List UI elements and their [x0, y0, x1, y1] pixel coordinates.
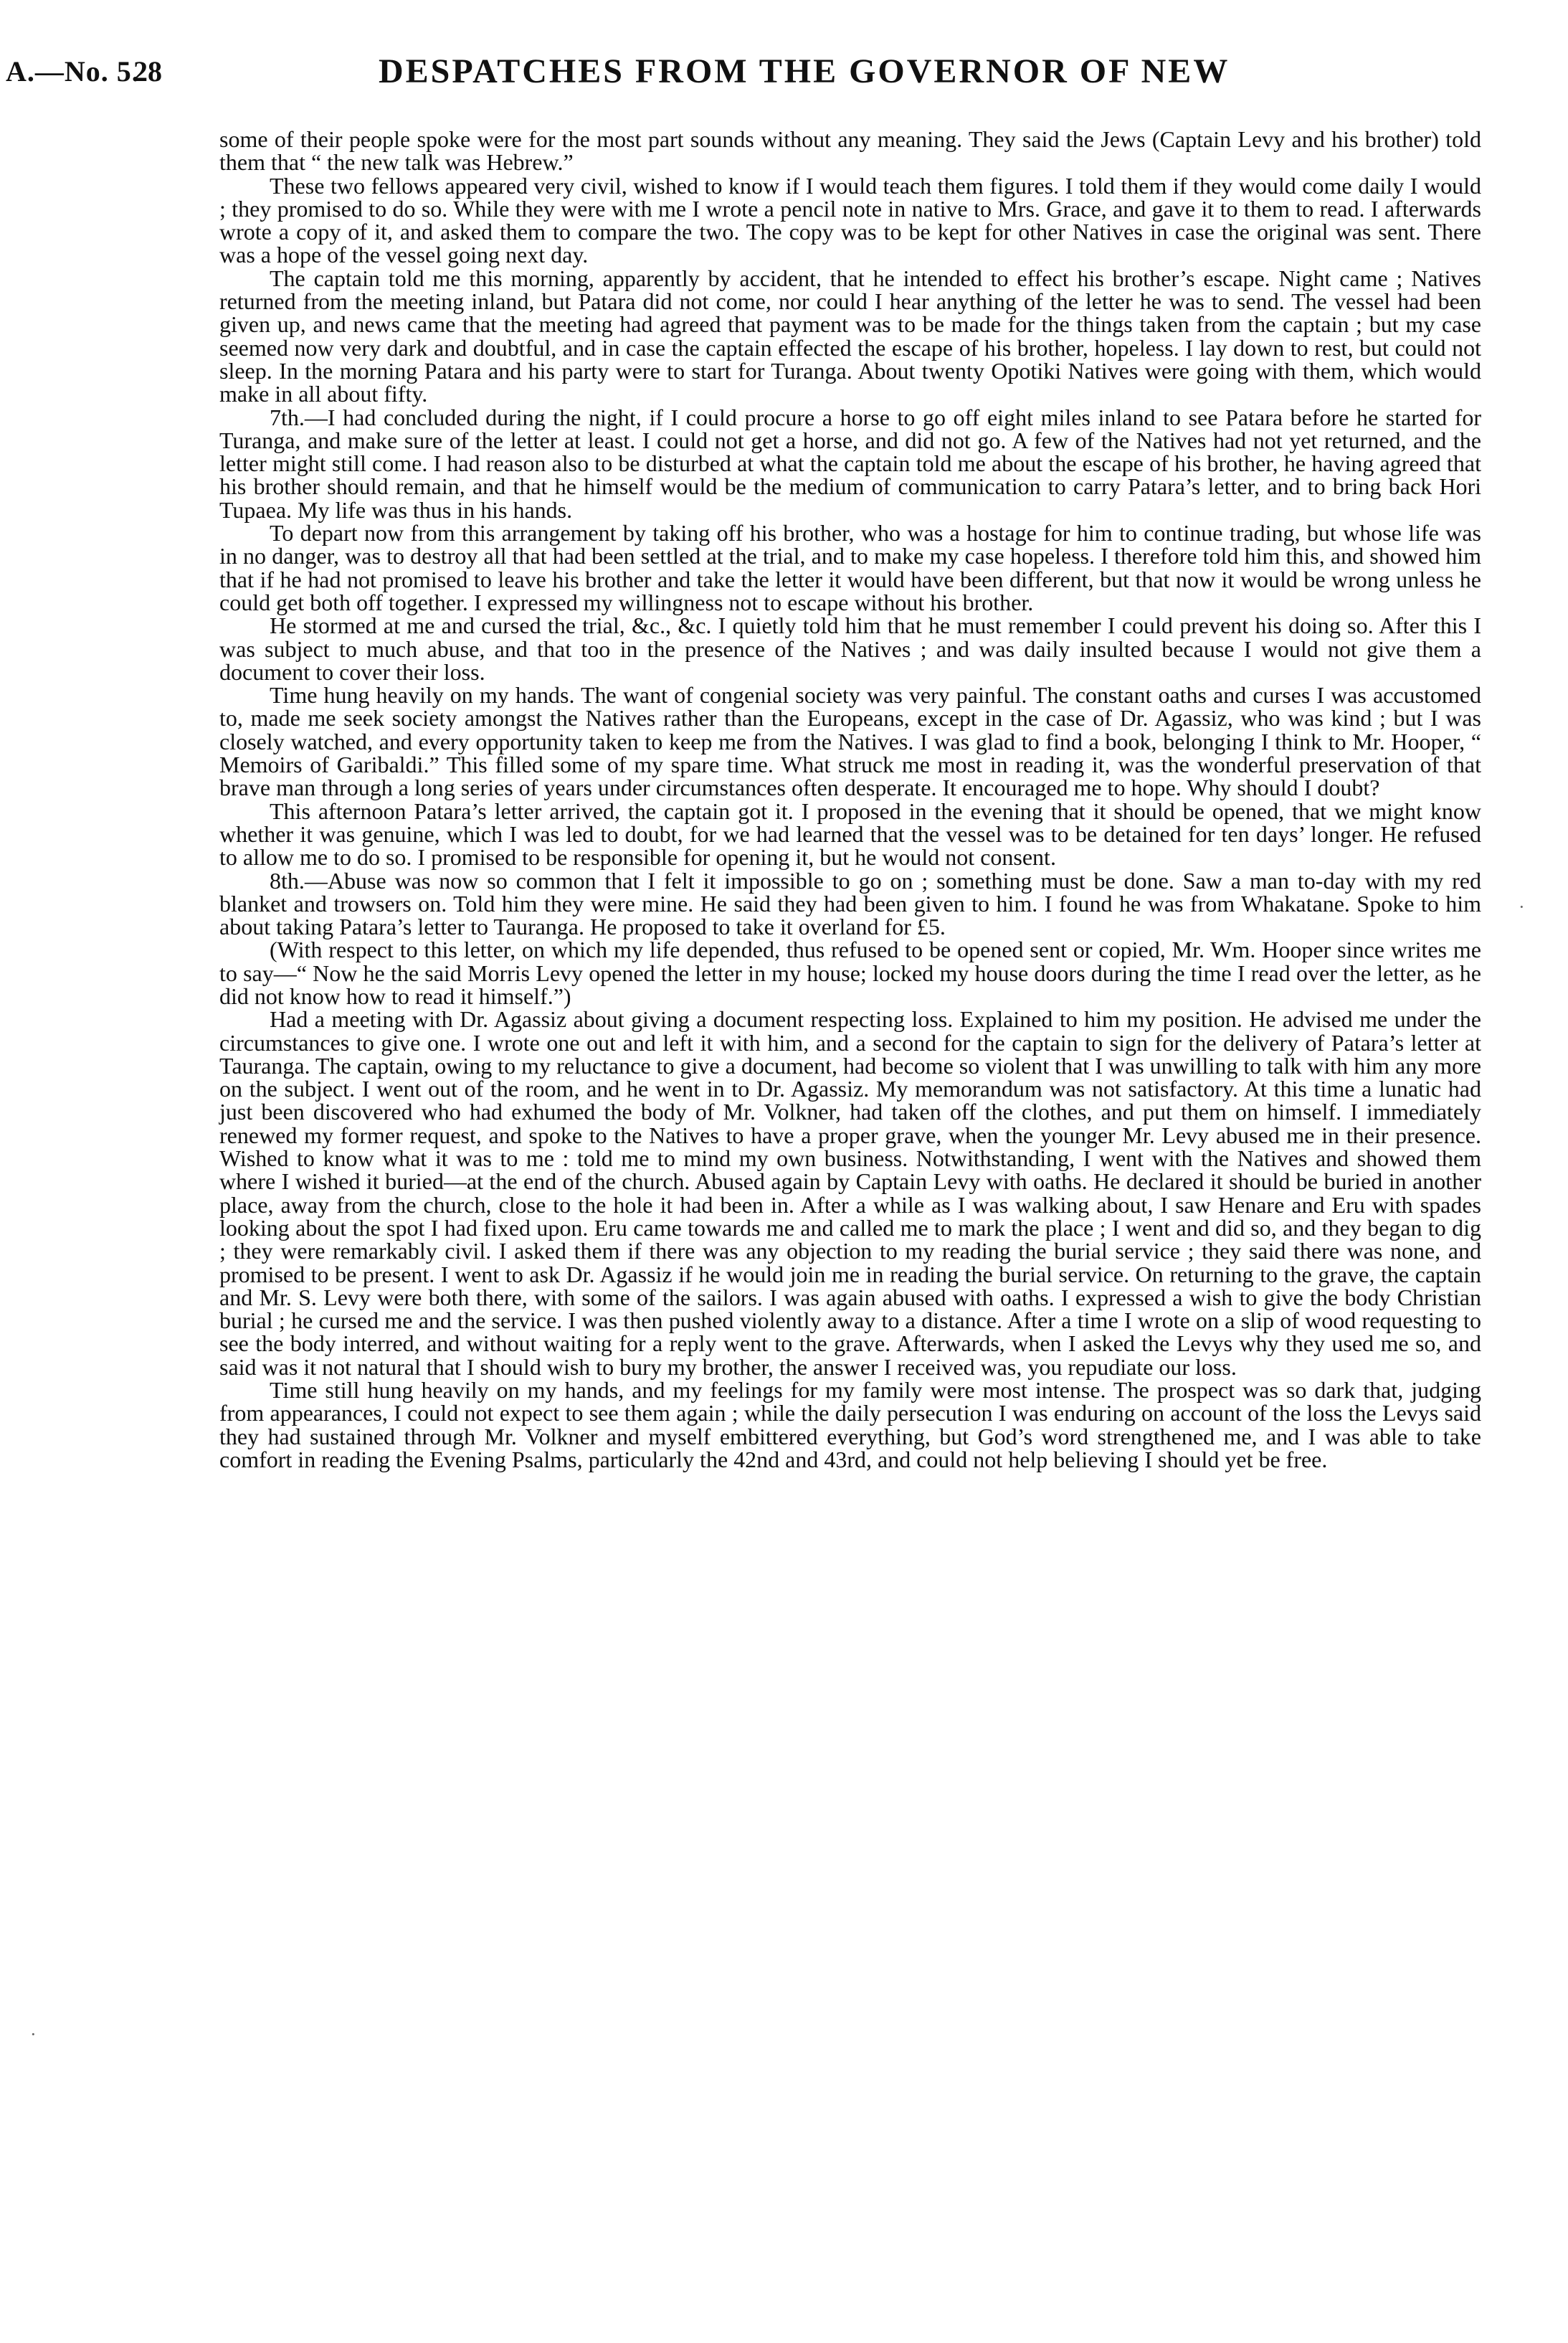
document-reference: A.—No. 5.: [6, 55, 140, 87]
paragraph: Time still hung heavily on my hands, and my feelings for my family were most intense. The prospect was so dark that, judging from appearances, I could not expect to see them again ; while the daily persecution I was enduring on account of the loss the Levys said they had sustained through Mr. Volkner and myself embittered everything, but God’s word strengthened me, and I was able to take comfort in reading the Evening Psalms, particularly the 42nd and 43rd, and could not help believing I should yet be free.: [219, 1377, 1481, 1472]
page-number: 28: [133, 55, 162, 87]
paragraph: The captain told me this morning, apparently by accident, that he intended to effect his brother’s escape. Night came ; Natives returned from the meeting inland, but Patara did not come, nor could I hear anything of the letter he was to send. The vessel had been given up, and news came that the meeting had agreed that payment was to be made for the things taken from the captain ; but my case seemed now very dark and doubtful, and in case the captain effected the escape of his brother, hopeless. I lay down to rest, but could not sleep. In the morning Patara and his party were to start for Turanga. About twenty Opotiki Natives were going with them, which would make in all about fifty.: [219, 265, 1481, 407]
margin-speck: ·: [1519, 896, 1525, 917]
paragraph: Time hung heavily on my hands. The want of congenial society was very painful. The constant oaths and curses I was accustomed to, made me seek society amongst the Natives rather than the Europeans, except in the case of Dr. Agassiz, who was kind ; but I was closely watched, and every opportunity taken to keep me from the Natives. I was glad to find a book, belonging I think to Mr. Hooper, “ Memoirs of Garibaldi.” This filled some of my spare time. What struck me most in reading it, was the wonderful preservation of that brave man through a long series of years under circumstances often desperate. It encouraged me to hope. Why should I doubt?: [219, 682, 1481, 801]
paragraph: To depart now from this arrangement by taking off his brother, who was a hostage for him to continue trading, but whose life was in no danger, was to destroy all that had been settled at the trial, and to make my case hopeless. I therefore told him this, and showed him that if he had not promised to leave his brother and take the letter it would have been different, but that now it would be wrong unless he could get both off together. I expressed my willingness not to escape without his brother.: [219, 520, 1481, 615]
paragraph: This afternoon Patara’s letter arrived, the captain got it. I proposed in the evening that it should be opened, that we might know whether it was genuine, which I was led to doubt, for we had learned that the vessel was to be detained for ten days’ longer. He refused to allow me to do so. I promised to be responsible for opening it, but he would not consent.: [219, 797, 1481, 871]
paragraph: 8th.—Abuse was now so common that I felt it impossible to go on ; something must be done. Saw a man to-day with my red blanket and trowsers on. Told him they were mine. He said they had been given to him. I found he was from Whakatane. Spoke to him about taking Patara’s letter to Tauranga. He proposed to take it overland for £5.: [219, 867, 1481, 940]
paragraph: some of their people spoke were for the most part sounds without any meaning. They said the Jews (Captain Levy and his brother) told them that “ the new talk was Hebrew.”: [219, 126, 1481, 176]
margin-speck: ·: [30, 2024, 37, 2045]
paragraph: He stormed at me and cursed the trial, &c., &c. I quietly told him that he must remember I could prevent his doing so. After this I was subject to much abuse, and that too in the presence of the Natives ; and was daily insulted because I would not give them a document to cover their loss.: [219, 612, 1481, 685]
page-header: [6, 52, 1411, 102]
body-text: [219, 128, 1481, 1471]
paragraph: (With respect to this letter, on which my life depended, thus refused to be opened sent or copied, Mr. Wm. Hooper since writes me to say—“ Now he the said Morris Levy opened the letter in my house; locked my house doors during the time I read over the letter, as he did not know how to read it himself.”): [219, 937, 1481, 1009]
paragraph: 7th.—I had concluded during the night, if I could procure a horse to go off eight miles inland to see Patara before he started for Turanga, and make sure of the letter at least. I could not get a horse, and did not go. A few of the Natives had not yet returned, and the letter might still come. I had reason also to be disturbed at what the captain told me about the escape of his brother, he having agreed that his brother should remain, and that he himself would be the medium of communication to carry Patara’s letter, and to bring back Hori Tupaea. My life was thus in his hands.: [219, 404, 1481, 523]
paragraph: Had a meeting with Dr. Agassiz about giving a document respecting loss. Explained to him my position. He advised me under the circumstances to give one. I wrote one out and left it with him, and a second for the captain to sign for the delivery of Patara’s letter at Tauranga. The captain, owing to my reluctance to give a document, had become so violent that I was unwilling to talk with him any more on the subject. I went out of the room, and he went in to Dr. Agassiz. My memorandum was not satisfactory. At this time a lunatic had just been discovered who had exhumed the body of Mr. Volkner, had taken off the clothes, and put them on himself. I immediately renewed my former request, and spoke to the Natives to have a proper grave, when the younger Mr. Levy abused me in their presence. Wished to know what it was to me : told me to mind my own business. Notwithstanding, I went with the Natives and showed them where I wished it buried—at the end of the church. Abused again by Captain Levy with oaths. He declared it should be buried in another place, away from the church, close to the hole it had been in. After a while as I was walking about, I saw Henare and Eru with spades looking about the spot I had fixed upon. Eru came towards me and called me to mark the place ; I went and did so, and they began to dig ; they were remarkably civil. I asked them if there was any objection to my reading the burial service ; they said there was none, and promised to be present. I went to ask Dr. Agassiz if he would join me in reading the burial service. On returning to the grave, the captain and Mr. S. Levy were both there, with some of the sailors. I was again abused with oaths. I expressed a wish to give the body Christian burial ; he cursed me and the service. I was then pushed violently away to a distance. After a time I wrote on a slip of wood requesting to see the body interred, and without waiting for a reply went to the grave. Afterwards, when I asked the Levys why they used me so, and said was it not natural that I should wish to bury my brother, the answer I received was, you repudiate our loss.: [219, 1006, 1481, 1380]
paragraph: These two fellows appeared very civil, wished to know if I would teach them figures. I told them if they would come daily I would ; they promised to do so. While they were with me I wrote a pencil note in native to Mrs. Grace, and gave it to them to read. I afterwards wrote a copy of it, and asked them to compare the two. The copy was to be kept for other Natives in case the original was sent. There was a hope of the vessel going next day.: [219, 172, 1481, 268]
running-title: DESPATCHES FROM THE GOVERNOR OF NEW: [379, 52, 1230, 90]
